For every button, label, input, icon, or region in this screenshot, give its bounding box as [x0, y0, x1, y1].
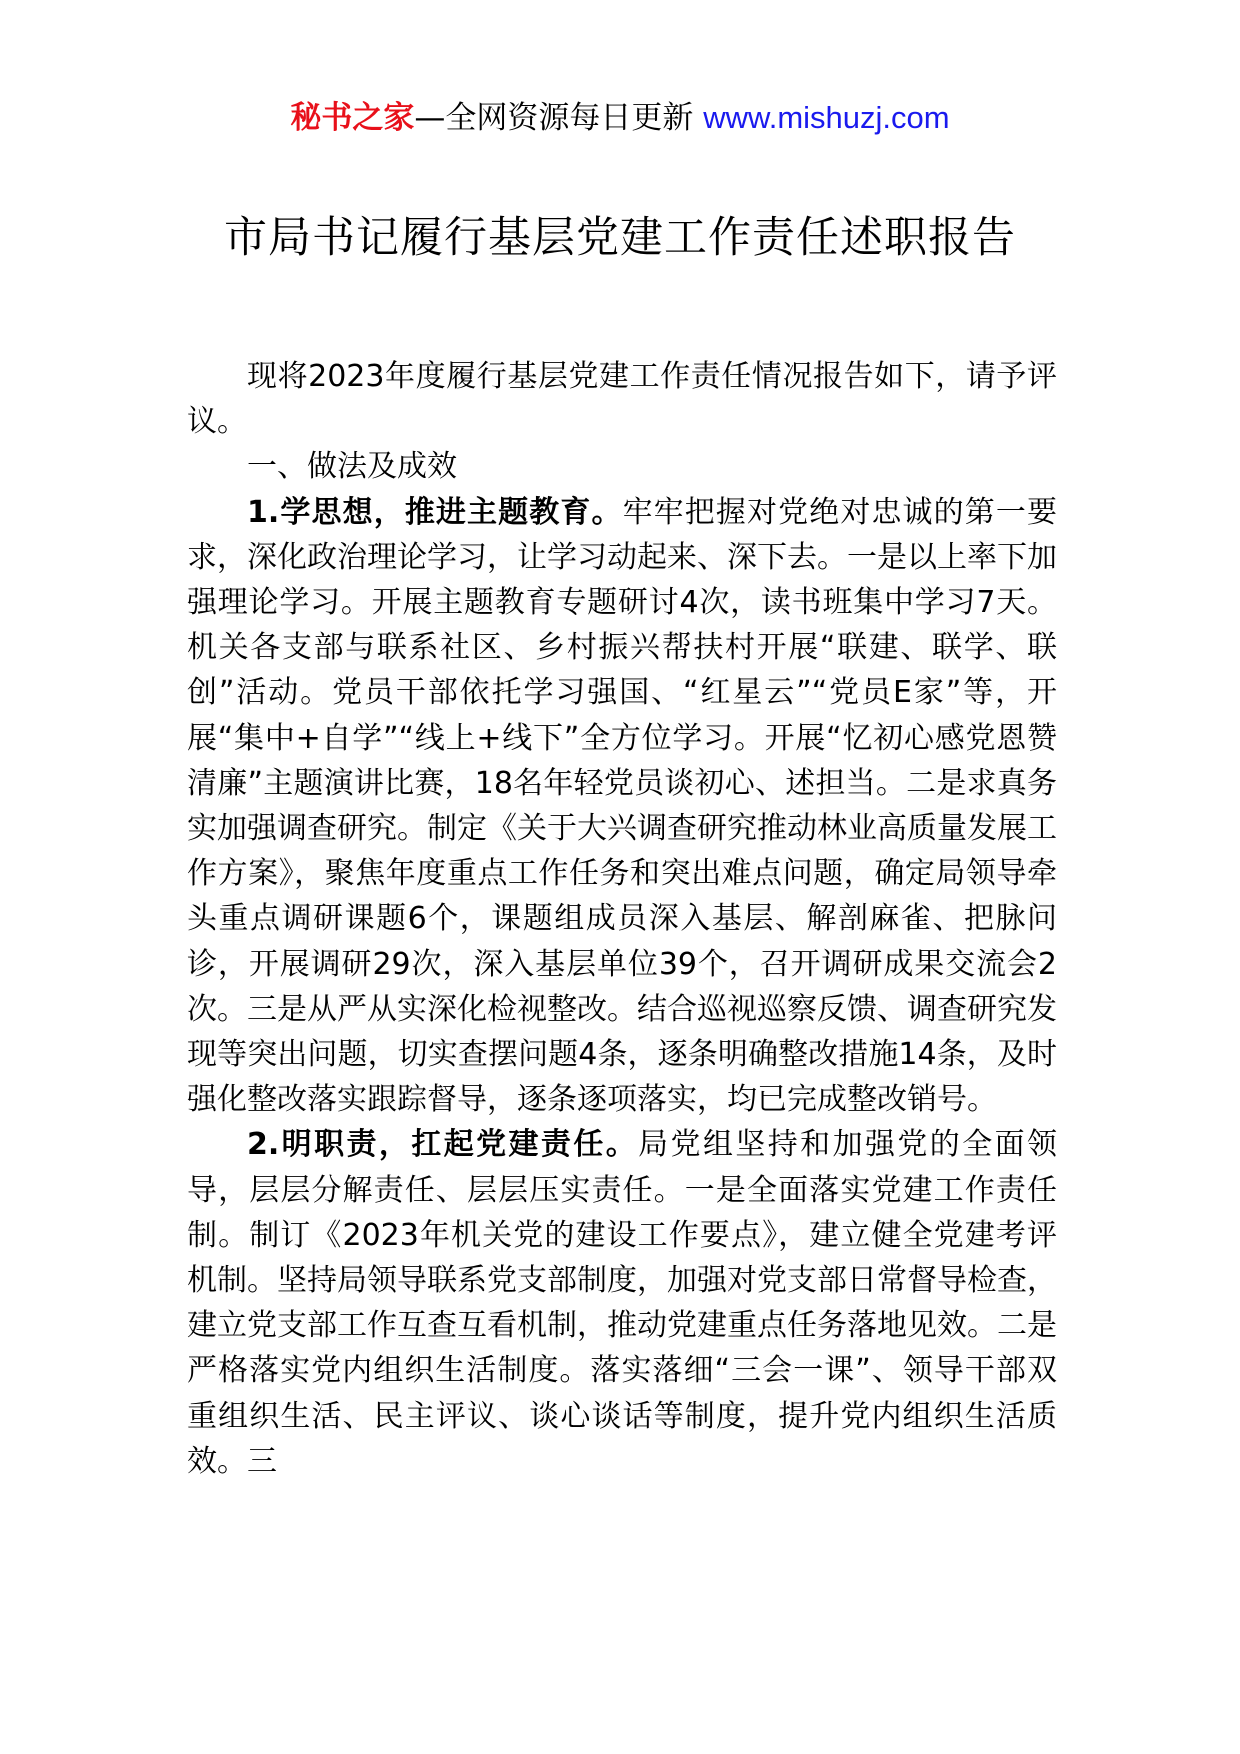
section-heading: 一、做法及成效 — [247, 449, 457, 485]
document-title: 市局书记履行基层党建工作责任述职报告 — [224, 213, 1016, 263]
paragraph-1-body: 牢牢把握对党绝对忠诚的第一要求，深化政治理论学习，让学习动起来、深下去。一是以上率下加强理论学习。开展主题教育专题研讨4次，读书班集中学习7天。机关各支部与联系社区、乡村振兴帮扶村开展“联建、联学、联创”活动。党员干部依托学习强国、“红星云”“党员E家”等，开展“集中+自学”“线上+线下”全方位学习。开展“忆初心感党恩赞清廉”主题演讲比赛，18名年轻党员谈初心、述担当。二是求真务实加强调查研究。制定《关于大兴调查研究推动林业高质量发展工作方案》，聚焦年度重点工作任务和突出难点问题，确定局领导牵头重点调研课题6个，课题组成员深入基层、解剖麻雀、把脉问诊，开展调研29次，深入基层单位39个，召开调研成果交流会2次。三是从严从实深化检视整改。结合巡视巡察反馈、调查研究发现等突出问题，切实查摆问题4条，逐条明确整改措施14条，及时强化整改落实跟踪督导，逐条逐项落实，均已完成整改销号。 — [187, 494, 1057, 1118]
site-tagline: —全网资源每日更新 — [414, 100, 704, 136]
paragraph-2-body: 局党组坚持和加强党的全面领导，层层分解责任、层层压实责任。一是全面落实党建工作责任制。制订《2023年机关党的建设工作要点》，建立健全党建考评机制。坚持局领导联系党支部制度，加强对党支部日常督导检查，建立党支部工作互查互看机制，推动党建重点任务落地见效。二是严格落实党内组织生活制度。落实落细“三会一课”、领导干部双重组织生活、民主评议、谈心谈话等制度，提升党内组织生活质效。三 — [187, 1127, 1057, 1479]
intro-paragraph: 现将2023年度履行基层党建工作责任情况报告如下，请予评议。 — [187, 359, 1057, 440]
site-name: 秘书之家 — [290, 100, 415, 136]
paragraph-1 — [187, 490, 1057, 1123]
paragraph-2-lead: 2.明职责，扛起党建责任。 — [247, 1127, 639, 1163]
site-url-link[interactable]: www.mishuzj.com — [703, 100, 950, 135]
site-header — [0, 98, 1240, 138]
paragraph-1-lead: 1.学思想，推进主题教育。 — [247, 494, 623, 530]
document-body — [187, 354, 1057, 1484]
paragraph-2 — [187, 1122, 1057, 1484]
